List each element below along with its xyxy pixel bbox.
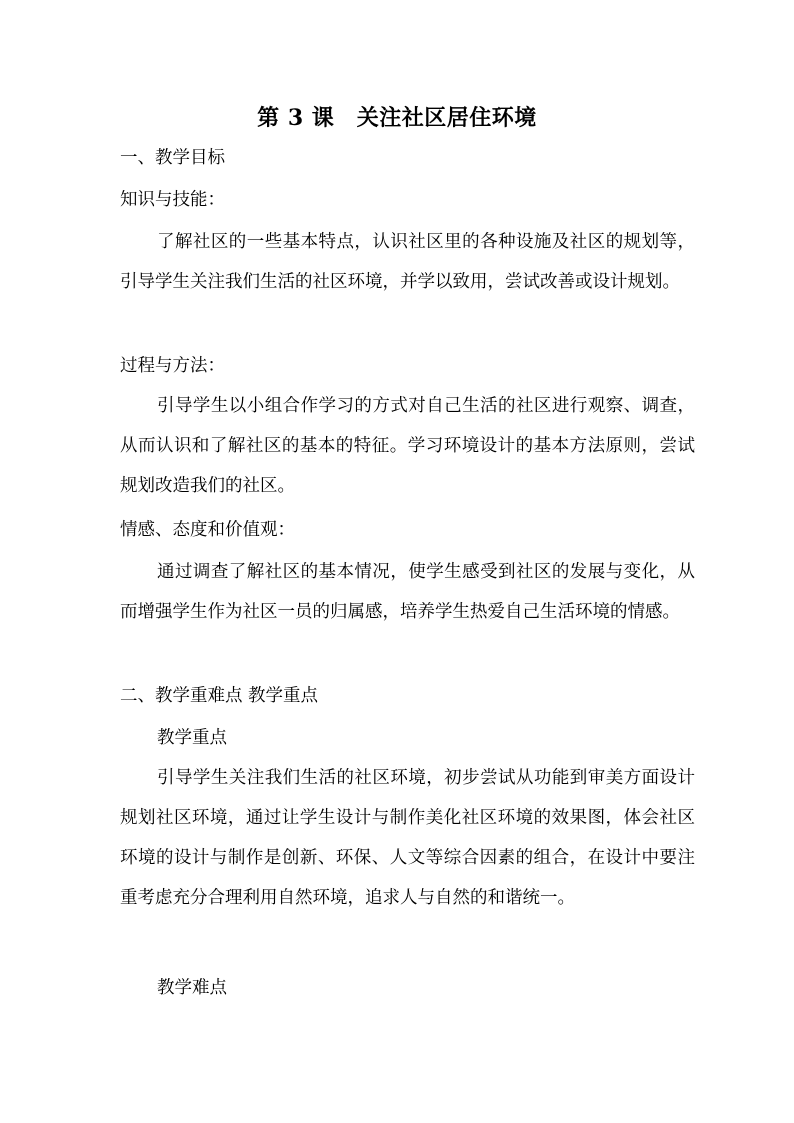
knowledge-paragraph: 了解社区的一些基本特点，认识社区里的各种设施及社区的规划等，引导学生关注我们生活的社区环境，并学以致用，尝试改善或设计规划。	[120, 232, 695, 292]
emotion-heading: 情感、态度和价值观：	[120, 520, 295, 540]
process-paragraph: 引导学生以小组合作学习的方式对自己生活的社区进行观察、调查，从而认识和了解社区的基本的特征。学习环境设计的基本方法原则，尝试规划改造我们的社区。	[120, 396, 695, 496]
key-subheading: 教学重点	[157, 728, 227, 748]
emotion-paragraph: 通过调查了解社区的基本情况，使学生感受到社区的发展与变化，从而增强学生作为社区一员的归属感，培养学生热爱自己生活环境的情感。	[120, 562, 695, 622]
page-title: 第 3 课 关注社区居住环境	[257, 105, 537, 131]
objectives-heading: 一、教学目标	[120, 148, 225, 168]
keypoints-heading: 二、教学重难点 教学重点	[120, 686, 319, 706]
difficult-subheading: 教学难点	[157, 978, 227, 998]
process-heading: 过程与方法：	[120, 356, 225, 376]
knowledge-heading: 知识与技能：	[120, 190, 225, 210]
key-paragraph: 引导学生关注我们生活的社区环境，初步尝试从功能到审美方面设计规划社区环境，通过让学生设计与制作美化社区环境的效果图，体会社区环境的设计与制作是创新、环保、人文等综合因素的组合，在设计中要注重考虑充分合理利用自然环境，追求人与自然的和谐统一。	[120, 768, 695, 908]
